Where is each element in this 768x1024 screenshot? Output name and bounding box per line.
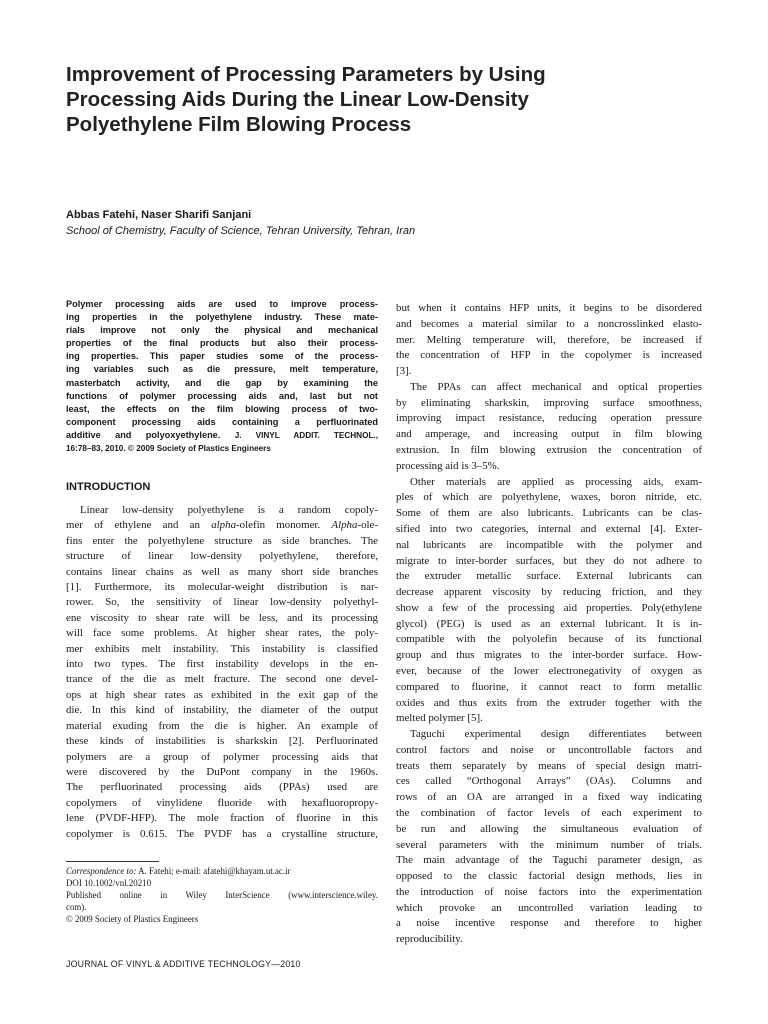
body-line: group and thus migrates to the inter-border surface. How- <box>396 649 702 662</box>
body-line: Some of them are also lubricants. Lubricants can be clas- <box>396 507 702 520</box>
body-line: fins enter the polyethylene structure as side branches. The <box>66 534 378 547</box>
body-line: but when it contains HFP units, it begins to be disordered <box>396 302 702 314</box>
title-line: Improvement of Processing Parameters by Using <box>66 63 546 86</box>
body-line: nal lubricants are incompatible with the polymer and <box>396 538 702 551</box>
title-line: Processing Aids During the Linear Low-Density <box>66 88 529 111</box>
footnote-rule <box>66 861 159 862</box>
body-line: sified into two categories, internal and external [4]. Exter- <box>396 522 702 535</box>
body-line: [1]. Furthermore, its molecular-weight distribution is nar- <box>66 581 378 594</box>
body-column-left <box>66 503 378 842</box>
body-line: Other materials are applied as processing aids, exam- <box>410 475 702 488</box>
body-line: compatible with the polyolefin because of its functional <box>396 633 702 646</box>
body-line: decrease apparent viscosity by reducing friction, and they <box>396 586 702 599</box>
body-line: processing aid is 3–5%. <box>396 459 500 472</box>
abstract-line: masterbatch activity, and die gap by examining the <box>66 377 378 388</box>
body-line: rower. So, the sensitivity of linear low-density polyethyl- <box>66 596 378 609</box>
body-line: Taguchi experimental design differentiates between <box>410 728 702 741</box>
body-line: and becomes a material similar to a noncrosslinked elasto- <box>396 317 702 330</box>
doi-footnote: DOI 10.1002/vnl.20210 <box>66 877 152 888</box>
body-line: glycol) (PEG) is used as an external lubricant. It is in- <box>396 617 702 630</box>
body-line: extrusion. In film blowing extrusion the concentration of <box>396 444 702 457</box>
body-line: control factors and noise or uncontrollable factors and <box>396 743 702 756</box>
body-line: [3]. <box>396 365 412 378</box>
abstract-line: Polymer processing aids are used to improve process- <box>66 299 378 309</box>
body-line: ples of which are polyethylene, waxes, boron nitride, etc. <box>396 491 702 504</box>
body-line: structure of linear low-density polyethylene, therefore, <box>66 550 378 563</box>
body-line: into two types. The first instability develops in the en- <box>66 658 378 671</box>
body-line: several parameters with the minimum number of trials. <box>396 838 702 851</box>
body-line: lene (PVDF-HFP). The mole fraction of fluorine in this <box>66 812 378 825</box>
body-line: material exuding from the die is higher. An example of <box>66 719 378 732</box>
body-line: copolymers of vinylidene fluoride with hexafluoropropy- <box>66 796 378 809</box>
body-line: the combination of factor levels of each experiment to <box>396 807 702 819</box>
body-line: these kinds of instabilities is sharkskin [2]. Perfluorinated <box>66 735 378 748</box>
body-line: which provoke an uncontrolled variation leading to <box>396 901 702 914</box>
body-line: trance of the die as melt fracture. The second one devel- <box>66 673 378 686</box>
body-line: the introduction of noise factors into the experimentation <box>396 885 702 898</box>
abstract <box>66 298 378 455</box>
body-line: the concentration of HFP in the copolymer is increased <box>396 349 702 362</box>
body-line: treats them separately by means of special design matri- <box>396 759 702 772</box>
abstract-line: ing variables such as die pressure, melt temperature, <box>66 364 378 375</box>
body-line: will face some problems. At higher shear rates, the poly- <box>66 627 378 640</box>
body-line: rows of an OA are arranged in a fixed way indicating <box>396 791 702 804</box>
abstract-line: ing properties. This paper studies some of the process- <box>66 351 378 362</box>
abstract-line-with-citation <box>66 429 378 442</box>
body-column-right <box>396 301 702 948</box>
body-line: oxides and thus exits from the extruder together with the <box>396 696 702 709</box>
body-line: ces called “Orthogonal Arrays” (OAs). Columns and <box>396 775 702 788</box>
body-line: ops at high shear rates as exhibited in the exit gap of the <box>66 688 378 701</box>
body-line: melted polymer [5]. <box>396 712 483 725</box>
body-line: copolymer is 0.615. The PVDF has a crystalline structure, <box>66 827 378 840</box>
author-list: Abbas Fatehi, Naser Sharifi Sanjani <box>66 209 252 221</box>
author-affiliation: School of Chemistry, Faculty of Science, Tehran University, Tehran, Iran <box>66 225 416 237</box>
body-line: be run and allowing the simultaneous evaluation of <box>396 822 702 835</box>
section-heading-introduction: INTRODUCTION <box>66 481 151 493</box>
body-line: The main advantage of the Taguchi parameter design, as <box>396 854 702 867</box>
body-line: compared to fluorine, it cannot react to form metallic <box>396 680 702 693</box>
title-line: Polyethylene Film Blowing Process <box>66 113 412 136</box>
body-line: die. In this kind of instability, the diameter of the output <box>66 704 378 717</box>
body-line: by eliminating sharkskin, improving surface smoothness, <box>396 396 702 409</box>
body-line: improving impact resistance, reducing operation pressure <box>396 412 702 425</box>
body-line: were discovered by the DuPont company in the 1960s. <box>66 765 378 778</box>
abstract-line: functions of polymer processing aids and, last but not <box>66 390 378 401</box>
body-line: opposed to the classic factorial design methods, lies in <box>396 870 702 883</box>
body-line: a noise incentive response and therefore to higher <box>396 917 702 930</box>
running-footer: JOURNAL OF VINYL & ADDITIVE TECHNOLOGY—2010 <box>66 959 301 969</box>
published-footnote-cont: com). <box>66 901 87 912</box>
body-line: contains linear chains as well as many short side branches <box>66 565 378 578</box>
copyright-footnote: © 2009 Society of Plastics Engineers <box>66 913 199 924</box>
correspondence-footnote: Correspondence to: A. Fatehi; e-mail: afatehi@khayam.ut.ac.ir <box>66 866 291 876</box>
abstract-line: ing properties in the polyethylene industry. These mate- <box>66 312 378 323</box>
abstract-line: least, the effects on the film blowing process of two- <box>66 403 378 414</box>
journal-citation: J. VINYL ADDIT. TECHNOL., <box>234 430 378 440</box>
body-line: The perfluorinated processing aids (PPAs) used are <box>66 781 378 794</box>
journal-citation-line: 16:78–83, 2010. © 2009 Society of Plastics Engineers <box>66 444 271 454</box>
footnotes <box>66 866 378 926</box>
abstract-line: properties of the final products but also their process- <box>66 338 378 349</box>
body-line: migrate to inter-border surfaces, but they do not adhere to <box>396 554 702 567</box>
body-line: ene viscosity to shear rate will be less, and its processing <box>66 611 378 624</box>
abstract-line: additive and polyoxyethylene. <box>66 429 221 440</box>
body-line: The PPAs can affect mechanical and optical properties <box>410 380 702 393</box>
body-line: mer of ethylene and an alpha-olefin monomer. Alpha-ole- <box>66 519 378 532</box>
abstract-line: rials improve not only the physical and mechanical <box>66 325 378 336</box>
body-line: mer. Melting temperature will, therefore, be increased if <box>396 333 702 346</box>
body-line: reproducibility. <box>396 933 463 946</box>
abstract-line: component processing aids containing a perfluorinated <box>66 416 378 427</box>
body-line: ever, because of the lower electronegativity of oxygen as <box>396 664 702 677</box>
body-line: show a few of the processing aid properties. Poly(ethylene <box>396 601 702 614</box>
body-line: Linear low-density polyethylene is a random copoly- <box>80 504 378 516</box>
paper-title <box>66 62 706 137</box>
body-line: the extruder metallic surface. External lubricants can <box>396 570 702 583</box>
published-footnote: Published online in Wiley InterScience (www.interscience.wiley. <box>66 889 378 900</box>
body-line: polymers are a group of polymer processing aids that <box>66 750 378 763</box>
body-line: and amperage, and increasing output in film blowing <box>396 428 702 441</box>
body-line: mer exhibits melt instability. This instability is classified <box>66 642 378 655</box>
